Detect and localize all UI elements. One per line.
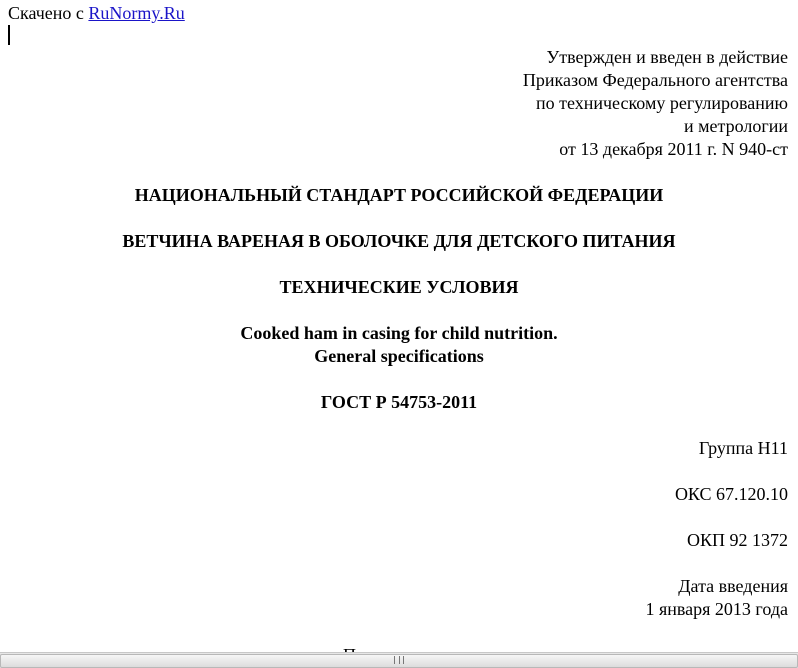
approval-line-5: от 13 декабря 2011 г. N 940-ст: [559, 139, 788, 159]
approval-line-4: и метрологии: [684, 116, 788, 136]
okp-code: ОКП 92 1372: [686, 530, 788, 550]
horizontal-scrollbar[interactable]: [0, 652, 798, 668]
product-title: ВЕТЧИНА ВАРЕНАЯ В ОБОЛОЧКЕ ДЛЯ ДЕТСКОГО ПИТАНИЯ: [122, 231, 676, 251]
approval-block: [523, 46, 788, 161]
grip-line: [399, 656, 400, 664]
group-code: Группа Н11: [698, 438, 788, 458]
downloaded-prefix: Скачено с: [8, 3, 89, 23]
english-title-line-1: Cooked ham in casing for child nutrition.: [240, 323, 558, 343]
grip-line: [394, 656, 395, 664]
national-standard-heading: НАЦИОНАЛЬНЫЙ СТАНДАРТ РОССИЙСКОЙ ФЕДЕРАЦИИ: [134, 185, 664, 205]
approval-line-2: Приказом Федерального агентства: [522, 70, 788, 90]
introduction-date: 1 января 2013 года: [645, 599, 788, 619]
downloaded-from-line: [8, 2, 185, 24]
english-title-line-2: General specifications: [314, 346, 484, 366]
approval-line-3: по техническому регулированию: [535, 93, 788, 113]
scroll-grip-icon: [394, 656, 404, 664]
approval-line-1: Утвержден и введен в действие: [546, 47, 788, 67]
technical-conditions-heading: ТЕХНИЧЕСКИЕ УСЛОВИЯ: [279, 277, 519, 297]
gost-number: ГОСТ Р 54753-2011: [320, 392, 478, 412]
text-cursor: [8, 25, 10, 45]
introduction-date-label: Дата введения: [678, 576, 788, 596]
grip-line: [403, 656, 404, 664]
runormy-link[interactable]: RuNormy.Ru: [88, 3, 185, 23]
oks-code: ОКС 67.120.10: [674, 484, 788, 504]
